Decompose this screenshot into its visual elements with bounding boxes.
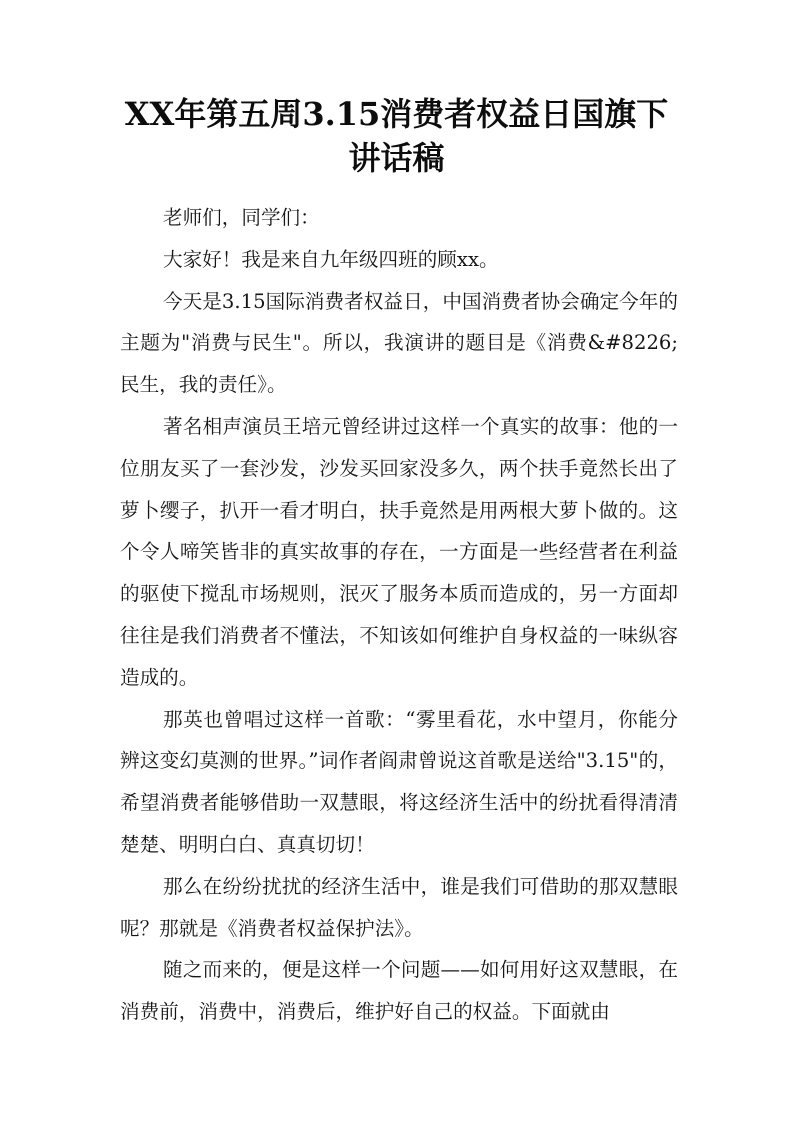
paragraph-greeting: 大家好！我是来自九年级四班的顾xx。 [163, 247, 499, 271]
document-title [100, 92, 693, 180]
paragraph-question: 随之而来的，便是这样一个问题——如何用好这双慧眼，在消费前，消费中，消费后，维护好自己的权益。下面就由 [120, 958, 678, 1024]
paragraph-law: 那么在纷纷扰扰的经济生活中，谁是我们可借助的那双慧眼呢？那就是《消费者权益保护法》。 [120, 874, 678, 940]
salutation: 老师们，同学们： [163, 206, 320, 229]
paragraph-theme: 今天是3.15国际消费者权益日，中国消费者协会确定今年的主题为"消费与民生"。所以，我演讲的题目是《消费&#8226;民生，我的责任》。 [120, 289, 678, 397]
title-line-1: XX年第五周3.15消费者权益日国旗下 [124, 95, 669, 133]
document-body [120, 197, 678, 1033]
title-line-2: 讲话稿 [348, 139, 445, 177]
paragraph-story: 著名相声演员王培元曾经讲过这样一个真实的故事：他的一位朋友买了一套沙发，沙发买回家没多久，两个扶手竟然长出了萝卜缨子，扒开一看才明白，扶手竟然是用两根大萝卜做的。这个令人啼笑皆非的真实故事的存在，一方面是一些经营者在利益的驱使下搅乱市场规则，泯灭了服务本质而造成的，另一方面却往往是我们消费者不懂法，不知该如何维护自身权益的一味纵容造成的。 [120, 414, 678, 689]
paragraph-song: 那英也曾唱过这样一首歌：“雾里看花，水中望月，你能分辨这变幻莫测的世界。”词作者阎肃曾说这首歌是送给"3.15"的，希望消费者能够借助一双慧眼，将这经济生活中的纷扰看得清清楚楚、明明白白、真真切切！ [120, 707, 678, 856]
